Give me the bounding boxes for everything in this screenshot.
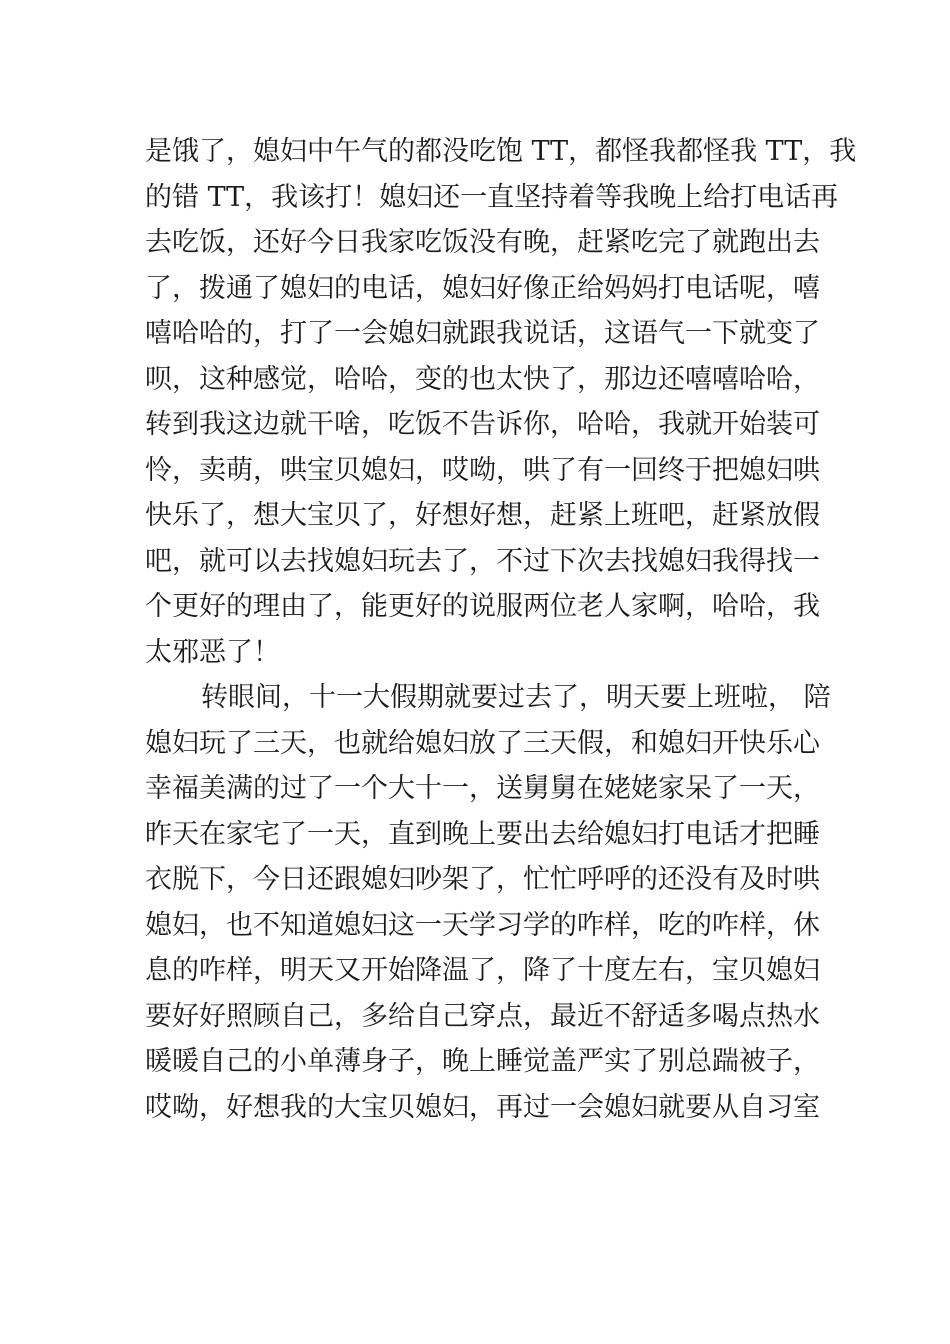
text-line: 昨天在家宅了一天，直到晚上要出去给媳妇打电话才把睡 [145,818,820,850]
text-line: 媳妇玩了三天，也就给媳妇放了三天假，和媳妇开快乐心 [145,727,820,759]
text-line: 快乐了，想大宝贝了，好想好想，赶紧上班吧，赶紧放假 [145,500,820,531]
text-line: 要好好照顾自己，多给自己穿点，最近不舒适多喝点热水 [145,1000,820,1032]
text-line: 嘻哈哈的，打了一会媳妇就跟我说话，这语气一下就变了 [145,318,820,349]
text-line: 吧，就可以去找媳妇玩去了，不过下次去找媳妇我得找一 [145,545,820,577]
text-line: 怜，卖萌，哄宝贝媳妇，哎呦，哄了有一回终于把媳妇哄 [145,454,820,486]
text-line: 的错 TT，我该打！媳妇还一直坚持着等我晚上给打电话再 [145,181,839,213]
text-line: 太邪恶了！ [145,636,280,668]
text-line: 是饿了，媳妇中午气的都没吃饱 TT，都怪我都怪我 TT，我 [145,136,857,167]
text-line: 幸福美满的过了一个大十一，送舅舅在姥姥家呆了一天， [145,773,820,804]
text-line: 了，拨通了媳妇的电话，媳妇好像正给妈妈打电话呢，嘻 [145,272,820,304]
paragraph-2 [145,675,831,1130]
text-line: 去吃饭，还好今日我家吃饭没有晚，赶紧吃完了就跑出去 [145,227,820,258]
text-line: 媳妇，也不知道媳妇这一天学习学的咋样，吃的咋样，休 [145,909,820,941]
text-line: 个更好的理由了，能更好的说服两位老人家啊，哈哈，我 [145,591,820,622]
text-line: 暖暖自己的小单薄身子，晚上睡觉盖严实了别总踹被子， [145,1046,820,1077]
text-line: 衣脱下，今日还跟媳妇吵架了，忙忙呼呼的还没有及时哄 [145,864,820,895]
text-line: 息的咋样，明天又开始降温了，降了十度左右，宝贝媳妇 [145,955,820,986]
text-line-indented: 转眼间，十一大假期就要过去了，明天要上班啦， 陪 [201,682,831,713]
text-line: 哎呦，好想我的大宝贝媳妇，再过一会媳妇就要从自习室 [145,1091,820,1123]
paragraph-1 [145,129,857,675]
document-body [145,129,857,1130]
text-line: 转到我这边就干啥，吃饭不告诉你，哈哈，我就开始装可 [145,409,820,440]
text-line: 呗，这种感觉，哈哈，变的也太快了，那边还嘻嘻哈哈， [145,363,820,395]
